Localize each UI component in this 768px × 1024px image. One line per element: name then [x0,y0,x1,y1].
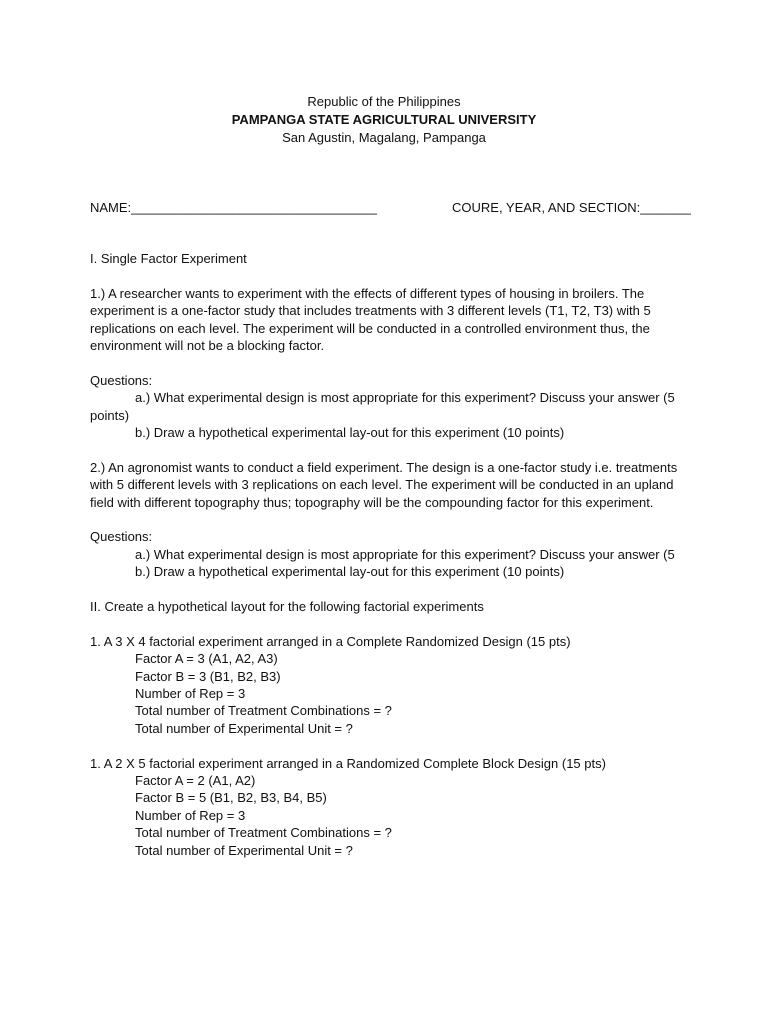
question-1-a: a.) What experimental design is most appropriate for this experiment? Discuss your answer (5 [135,390,675,406]
question-2-questions-label: Questions: [90,529,153,545]
question-1-line: experiment is a one-factor study that includes treatments with 3 different levels (T1, T2, T3) with 5 [90,303,651,319]
factorial-exp-1-item: Number of Rep = 3 [135,686,246,702]
factorial-exp-2-item: Factor A = 2 (A1, A2) [135,773,256,789]
question-1-b: b.) Draw a hypothetical experimental lay-out for this experiment (10 points) [135,425,565,441]
question-2-a: a.) What experimental design is most appropriate for this experiment? Discuss your answer (5 [135,546,675,562]
question-2-b: b.) Draw a hypothetical experimental lay-out for this experiment (10 points) [135,564,565,580]
factorial-exp-2-item: Total number of Experimental Unit = ? [135,842,353,858]
factorial-exp-1-title: 1. A 3 X 4 factorial experiment arranged in a Complete Randomized Design (15 pts) [90,633,571,649]
question-1-a-continued: points) [90,407,130,423]
factorial-exp-2-item: Number of Rep = 3 [135,807,246,823]
section-2-heading: II. Create a hypothetical layout for the following factorial experiments [90,599,484,615]
factorial-exp-1-item: Total number of Treatment Combinations = ? [135,703,392,719]
factorial-exp-2-item: Total number of Treatment Combinations = ? [135,825,392,841]
document-header [0,93,768,147]
question-1-text [90,285,680,355]
question-2-line: with 5 different levels with 3 replications on each level. The experiment will be conducted in an upland [90,477,674,493]
factorial-exp-1-item: Factor B = 3 (B1, B2, B3) [135,668,281,684]
factorial-exp-1-item: Total number of Experimental Unit = ? [135,720,353,736]
question-2-text [90,459,680,511]
section-1 [90,250,680,859]
factorial-exp-2-title: 1. A 2 X 5 factorial experiment arranged in a Randomized Complete Block Design (15 pts) [90,755,606,771]
course-year-section-field: COURE, YEAR, AND SECTION:_______ [452,200,691,215]
name-field: NAME:__________________________________ [90,200,377,215]
university-name: PAMPANGA STATE AGRICULTURAL UNIVERSITY [231,112,537,127]
section-1-heading: I. Single Factor Experiment [90,251,247,266]
question-2-line: field with different topography thus; topography will be the compounding factor for this experiment. [90,494,654,510]
question-1-questions-label: Questions: [90,372,153,388]
question-2-line: 2.) An agronomist wants to conduct a field experiment. The design is a one-factor study i.e. treatments [90,459,678,475]
factorial-exp-1-item: Factor A = 3 (A1, A2, A3) [135,651,278,667]
question-1-line: environment will not be a blocking factor. [90,338,325,354]
republic-line: Republic of the Philippines [307,94,461,109]
factorial-exp-2-item: Factor B = 5 (B1, B2, B3, B4, B5) [135,790,327,806]
question-1-line: replications on each level. The experiment will be conducted in a controlled environment thus, the [90,320,650,336]
question-1-line: 1.) A researcher wants to experiment with the effects of different types of housing in broilers. The [90,285,645,301]
university-address: San Agustin, Magalang, Pampanga [282,130,486,145]
